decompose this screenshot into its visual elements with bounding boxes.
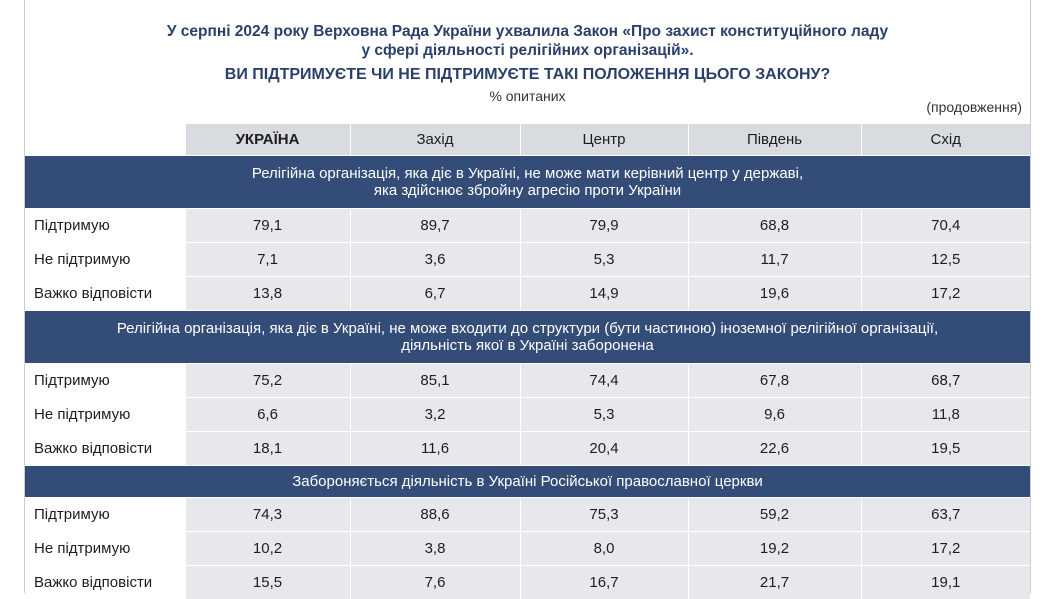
cell-value: 79,9 (520, 209, 688, 243)
cell-value: 20,4 (520, 432, 688, 466)
cell-value: 79,1 (185, 209, 350, 243)
cell-value: 75,3 (520, 498, 688, 532)
section-heading (25, 156, 1030, 209)
column-header-center: Центр (520, 124, 688, 156)
section-heading-line-1: Релігійна організація, яка діє в Україні, не може мати керівний центр у державі, (25, 165, 1030, 182)
cell-value: 85,1 (350, 364, 520, 398)
cell-value: 19,1 (861, 566, 1030, 599)
cell-value: 88,6 (350, 498, 520, 532)
table-row (25, 277, 1030, 311)
row-label: Підтримую (25, 209, 185, 243)
cell-value: 70,4 (861, 209, 1030, 243)
cell-value: 21,7 (688, 566, 861, 599)
cell-value: 19,2 (688, 532, 861, 566)
section-heading-line-2: діяльність якої в Україні заборонена (25, 337, 1030, 354)
cell-value: 5,3 (520, 398, 688, 432)
row-label: Важко відповісти (25, 432, 185, 466)
table-row (25, 432, 1030, 466)
question-title: ВИ ПІДТРИМУЄТЕ ЧИ НЕ ПІДТРИМУЄТЕ ТАКІ ПОЛОЖЕННЯ ЦЬОГО ЗАКОНУ? (0, 65, 1055, 84)
row-label: Важко відповісти (25, 566, 185, 599)
cell-value: 8,0 (520, 532, 688, 566)
cell-value: 15,5 (185, 566, 350, 599)
cell-value: 89,7 (350, 209, 520, 243)
cell-value: 14,9 (520, 277, 688, 311)
column-header-east: Схід (861, 124, 1030, 156)
cell-value: 3,6 (350, 243, 520, 277)
cell-value: 18,1 (185, 432, 350, 466)
row-label: Не підтримую (25, 398, 185, 432)
cell-value: 74,3 (185, 498, 350, 532)
cell-value: 3,2 (350, 398, 520, 432)
section-heading: Забороняється діяльність в Україні Російської православної церкви (25, 466, 1030, 498)
column-header-west: Захід (350, 124, 520, 156)
cell-value: 3,8 (350, 532, 520, 566)
cell-value: 9,6 (688, 398, 861, 432)
cell-value: 17,2 (861, 277, 1030, 311)
table-header-row (25, 124, 1030, 156)
section-heading-line-2: яка здійснює збройну агресію проти України (25, 182, 1030, 199)
table-row (25, 566, 1030, 599)
continuation-note: (продовження) (926, 99, 1022, 115)
table-row (25, 532, 1030, 566)
survey-table (25, 123, 1030, 599)
section-heading-line-1: Релігійна організація, яка діє в Україні, не може входити до структури (бути частиною) іноземної релігійної організації, (25, 320, 1030, 337)
row-label: Підтримую (25, 364, 185, 398)
cell-value: 13,8 (185, 277, 350, 311)
cell-value: 5,3 (520, 243, 688, 277)
title-line-1: У серпні 2024 року Верховна Рада України ухвалила Закон «Про захист конституційного ладу (0, 22, 1055, 41)
section-heading-row (25, 156, 1030, 209)
cell-value: 59,2 (688, 498, 861, 532)
table-row (25, 364, 1030, 398)
title-line-2: у сфері діяльності релігійних організацій». (0, 41, 1055, 60)
cell-value: 16,7 (520, 566, 688, 599)
row-label: Підтримую (25, 498, 185, 532)
section-heading-row (25, 466, 1030, 498)
cell-value: 11,7 (688, 243, 861, 277)
header-blank-cell (25, 124, 185, 156)
cell-value: 22,6 (688, 432, 861, 466)
cell-value: 11,6 (350, 432, 520, 466)
cell-value: 6,7 (350, 277, 520, 311)
table-row (25, 498, 1030, 532)
cell-value: 67,8 (688, 364, 861, 398)
cell-value: 17,2 (861, 532, 1030, 566)
row-label: Не підтримую (25, 532, 185, 566)
cell-value: 10,2 (185, 532, 350, 566)
cell-value: 19,6 (688, 277, 861, 311)
column-header-south: Південь (688, 124, 861, 156)
cell-value: 75,2 (185, 364, 350, 398)
cell-value: 63,7 (861, 498, 1030, 532)
table-row (25, 398, 1030, 432)
table-row (25, 243, 1030, 277)
row-label: Не підтримую (25, 243, 185, 277)
cell-value: 7,6 (350, 566, 520, 599)
cell-value: 11,8 (861, 398, 1030, 432)
row-label: Важко відповісти (25, 277, 185, 311)
cell-value: 19,5 (861, 432, 1030, 466)
cell-value: 68,7 (861, 364, 1030, 398)
cell-value: 12,5 (861, 243, 1030, 277)
table-row (25, 209, 1030, 243)
section-heading-row (25, 311, 1030, 364)
cell-value: 7,1 (185, 243, 350, 277)
section-heading (25, 311, 1030, 364)
cell-value: 68,8 (688, 209, 861, 243)
column-header-ukraine: УКРАЇНА (185, 124, 350, 156)
subtitle-units: % опитаних (0, 88, 1055, 104)
cell-value: 6,6 (185, 398, 350, 432)
cell-value: 74,4 (520, 364, 688, 398)
